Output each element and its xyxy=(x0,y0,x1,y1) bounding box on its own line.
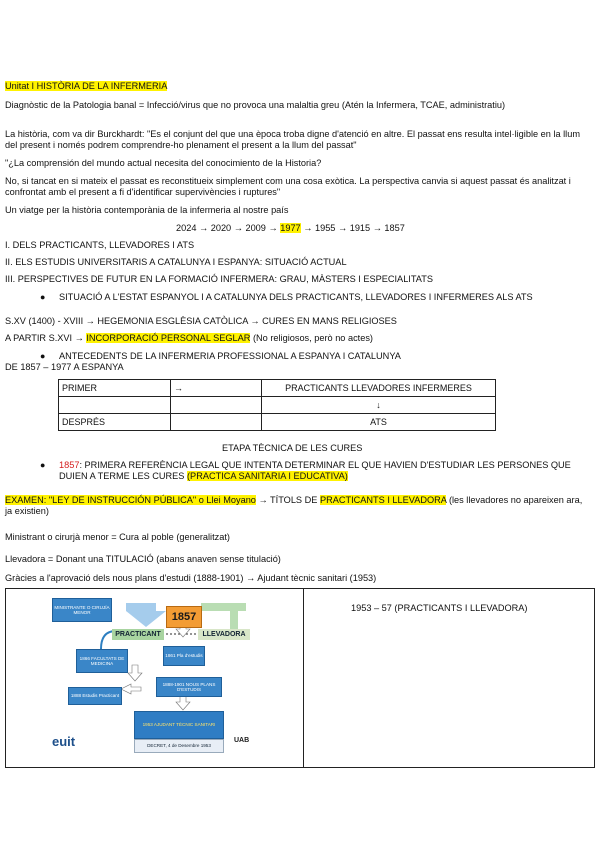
timeline-highlight: 1977 xyxy=(280,223,301,233)
box-1866: 1866 FACULTATS DE MEDICINA xyxy=(76,649,128,673)
practica-highlight: (PRACTICA SANITARIA I EDUCATIVA) xyxy=(187,471,348,481)
table-row: ↓ xyxy=(59,397,496,414)
box-1861: 1861 Pla d'estudis xyxy=(163,646,205,666)
titols-highlight: PRACTICANTS I LLEVADORA xyxy=(319,495,447,505)
year-1857: 1857 xyxy=(59,460,80,470)
bullet-dot: ● xyxy=(40,351,46,361)
viatge-line: Un viatge per la història contemporània de la infermeria al nostre país xyxy=(5,205,289,215)
llevadora-label: LLEVADORA xyxy=(198,629,250,640)
box-1953: 1953 AJUDANT TÈCNIC SANITARI xyxy=(134,711,224,739)
bullet-dot: ● xyxy=(40,292,46,302)
timeline: 2024 → 2020 → 2009 → 1977 → 1955 → 1915 → 1857 xyxy=(176,223,405,233)
diagram-table xyxy=(5,588,595,768)
section-2: II. ELS ESTUDIS UNIVERSITARIS A CATALUNYA I ESPANYA: SITUACIÓ ACTUAL xyxy=(5,257,347,267)
sxv-line: S.XV (1400) - XVIII → HEGEMONIA ESGLÈSIA CATÒLICA → CURES EN MANS RELIGIOSES xyxy=(5,316,397,326)
decree-box: DECRET, 4 de Desembre 1953 xyxy=(134,739,224,753)
gracies-line: Gràcies a l'aprovació dels nous plans d'estudi (1888-1901) → Ajudant tècnic sanitari (1953) xyxy=(5,573,377,583)
examen-line: EXAMEN: "LEY DE INSTRUCCIÓN PÚBLICA" o Llei Moyano → TÍTOLS DE PRACTICANTS I LLEVADORA (les llevadores no apareixen ara, ja existien) xyxy=(5,495,583,516)
ministrant-line: Ministrant o cirurjà menor = Cura al poble (generalitzat) xyxy=(5,532,230,542)
table-row: PRIMER → PRACTICANTS LLEVADORES INFERMERES xyxy=(59,380,496,397)
examen-highlight: EXAMEN: "LEY DE INSTRUCCIÓN PÚBLICA" o Llei Moyano xyxy=(5,495,256,505)
history-diagram xyxy=(6,589,303,767)
sxvi-highlight: INCORPORACIÓ PERSONAL SEGLAR xyxy=(86,333,251,343)
sxvi-line: A PARTIR S.XVI → INCORPORACIÓ PERSONAL SEGLAR (No religiosos, però no actes) xyxy=(5,333,373,343)
llevadora-line: Llevadora = Donant una TITULACIÓ (abans anaven sense titulació) xyxy=(5,554,281,564)
year-1857-box: 1857 xyxy=(166,606,202,628)
no-si-paragraph: No, si tancat en si mateix el passat es reconstitueix simplement com una cosa exòtica. La perspectiva canvia si aquest passat és analitzat i confrontat amb el present a fi d'identificar supervivències i ruptures" xyxy=(5,176,571,197)
unit-title: Unitat I HISTÒRIA DE LA INFERMERIA xyxy=(5,81,168,91)
bullet-antecedents: ANTECEDENTS DE LA INFERMERIA PROFESSIONAL A ESPANYA I CATALUNYA xyxy=(59,351,401,361)
burckhardt-quote: La història, com va dir Burckhardt: "Es el conjunt del que una època troba digne d'atenció en altre. El passat ens resulta intel·ligible en la llum del present i només podrem comprendre-ho plenament el present a la llum del passat" xyxy=(5,129,580,150)
box-1888-estudis: 1888 Estudis Practicant xyxy=(68,687,122,705)
period-line: DE 1857 – 1977 A ESPANYA xyxy=(5,362,124,372)
question-line: "¿La comprensión del mundo actual necesita del conocimiento de la Historia? xyxy=(5,158,322,168)
comparison-table xyxy=(58,379,496,431)
euit-logo: euit xyxy=(52,734,76,749)
ministrante-box: MINISTRANTE O CIRUJÍA MENOR xyxy=(52,598,112,622)
bullet-1857: 1857: PRIMERA REFERÈNCIA LEGAL QUE INTENTA DETERMINAR EL QUE HAVIEN D'ESTUDIAR LES PERSONES QUE DUIEN A TERME LES CURES (PRACTICA SANITARIA I EDUCATIVA) xyxy=(59,460,571,481)
right-cell-text: 1953 – 57 (PRACTICANTS I LLEVADORA) xyxy=(351,603,528,613)
diagnostic-paragraph: Diagnòstic de la Patologia banal = Infecció/virus que no provoca una malaltia greu (Atén la Infermera, TCAE, administratiu) xyxy=(5,100,506,110)
section-1: I. DELS PRACTICANTS, LLEVADORES I ATS xyxy=(5,240,195,250)
etapa-caption: ETAPA TÈCNICA DE LES CURES xyxy=(222,443,363,453)
bullet-situacio: SITUACIÓ A L'ESTAT ESPANYOL I A CATALUNYA DELS PRACTICANTS, LLEVADORES I INFERMERES ALS ATS xyxy=(59,292,533,302)
box-1888: 1888-1901 NOUS PLANS D'ESTUDIS xyxy=(156,677,222,697)
section-3: III. PERSPECTIVES DE FUTUR EN LA FORMACIÓ INFERMERA: GRAU, MÀSTERS I ESPECIALITATS xyxy=(5,274,433,284)
practicant-label: PRACTICANT xyxy=(112,629,164,640)
table-row: DESPRÉS ATS xyxy=(59,414,496,431)
uab-logo: UAB xyxy=(234,737,250,744)
bullet-dot: ● xyxy=(40,460,46,470)
